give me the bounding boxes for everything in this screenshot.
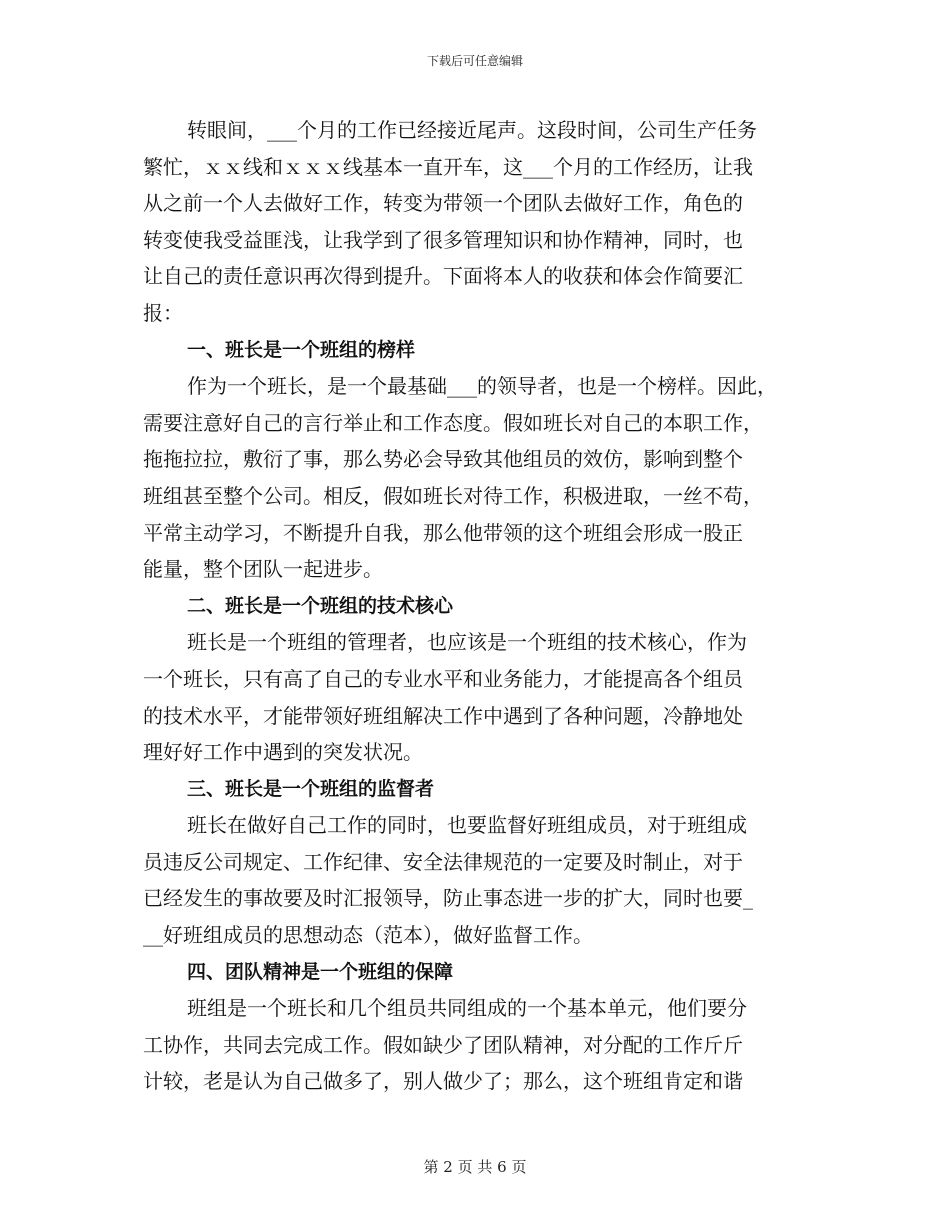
paragraph-line: __好班组成员的思想动态（范本），做好监督工作。 <box>143 923 593 948</box>
paragraph-line: 从之前一个人去做好工作，转变为带领一个团队去做好工作，角色的 <box>143 191 743 216</box>
paragraph-line: 的技术水平，才能带领好班组解决工作中遇到了各种问题，冷静地处 <box>143 703 743 728</box>
paragraph-line: 已经发生的事故要及时汇报领导，防止事态进一步的扩大，同时也要_ <box>143 886 753 911</box>
page-header: 下载后可任意编辑 <box>426 54 523 68</box>
section-heading: 四、团队精神是一个班组的保障 <box>187 960 454 983</box>
section-heading: 一、班长是一个班组的榜样 <box>187 338 416 361</box>
paragraph-line: 作为一个班长，是一个最基础___的领导者，也是一个榜样。因此， <box>187 374 777 399</box>
paragraph-line: 转眼间，___个月的工作已经接近尾声。这段时间，公司生产任务 <box>187 118 757 142</box>
section-heading: 三、班长是一个班组的监督者 <box>187 777 435 800</box>
paragraph-line: 能量，整个团队一起进步。 <box>143 557 383 582</box>
page-footer: 第 2 页 共 6 页 <box>423 1158 527 1176</box>
paragraph-line: 繁忙，ｘｘ线和ｘｘｘ线基本一直开车，这___个月的工作经历，让我 <box>143 154 753 179</box>
paragraph-line: 让自己的责任意识再次得到提升。下面将本人的收获和体会作简要汇 <box>143 264 743 289</box>
paragraph-line: 班组是一个班长和几个组员共同组成的一个基本单元，他们要分 <box>187 996 747 1021</box>
paragraph-line: 班组甚至整个公司。相反，假如班长对待工作，积极进取，一丝不苟， <box>143 483 763 508</box>
paragraph-line: 报： <box>143 300 183 325</box>
paragraph-line: 需要注意好自己的言行举止和工作态度。假如班长对自己的本职工作， <box>143 410 763 435</box>
document-body <box>143 112 818 1100</box>
paragraph-line: 一个班长，只有高了自己的专业水平和业务能力，才能提高各个组员 <box>143 666 743 691</box>
section-heading: 二、班长是一个班组的技术核心 <box>187 594 454 617</box>
paragraph-line: 班长在做好自己工作的同时，也要监督好班组成员，对于班组成 <box>187 813 747 838</box>
paragraph-line: 理好好工作中遇到的突发状况。 <box>143 740 423 765</box>
paragraph-line: 平常主动学习，不断提升自我，那么他带领的这个班组会形成一股正 <box>143 520 743 545</box>
paragraph-line: 班长是一个班组的管理者，也应该是一个班组的技术核心，作为 <box>187 630 747 655</box>
paragraph-line: 计较，老是认为自己做多了，别人做少了；那么，这个班组肯定和谐 <box>143 1069 743 1094</box>
paragraph-line: 工协作，共同去完成工作。假如缺少了团队精神，对分配的工作斤斤 <box>143 1032 743 1057</box>
paragraph-line: 员违反公司规定、工作纪律、安全法律规范的一定要及时制止，对于 <box>143 849 743 874</box>
paragraph-line: 转变使我受益匪浅，让我学到了很多管理知识和协作精神，同时，也 <box>143 227 743 252</box>
paragraph-line: 拖拖拉拉，敷衍了事，那么势必会导致其他组员的效仿，影响到整个 <box>143 447 743 472</box>
